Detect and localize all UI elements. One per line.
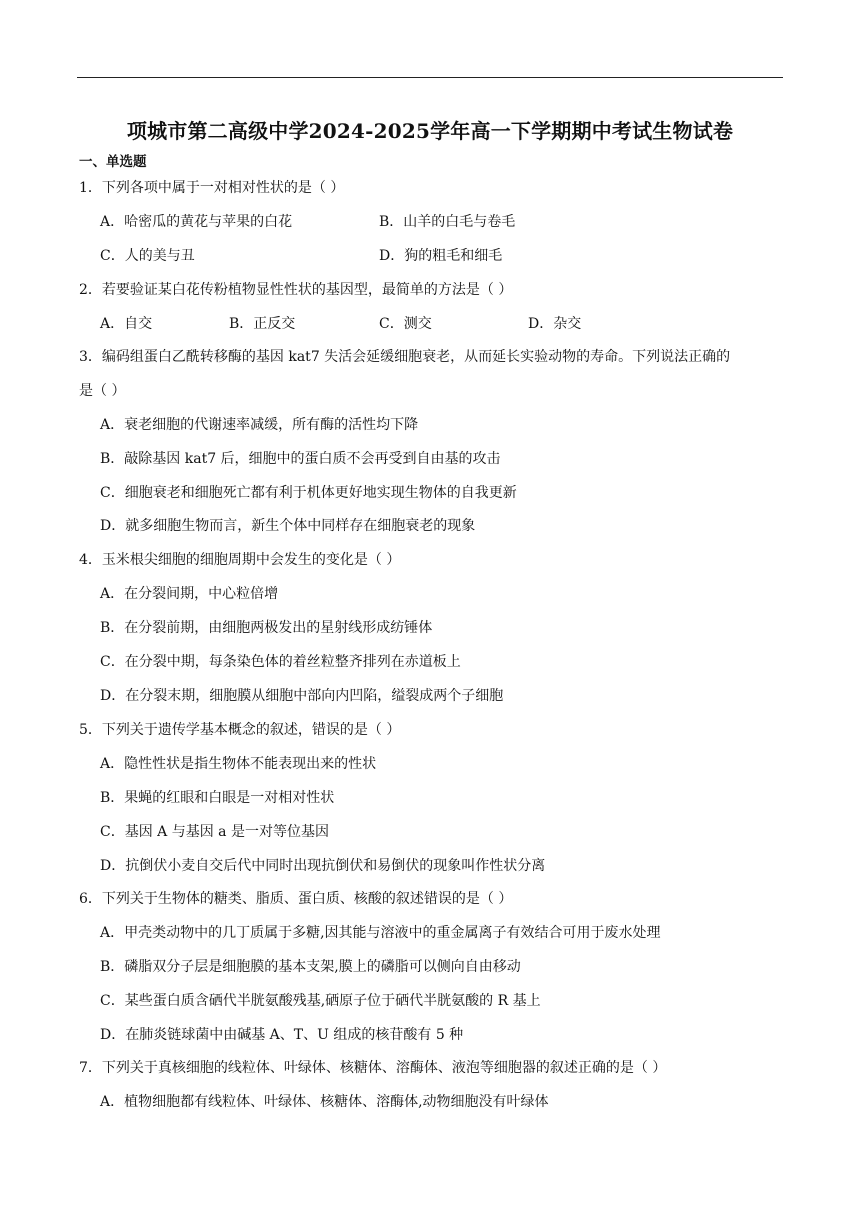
question-6-option-d: D．在肺炎链球菌中由碱基 A、T、U 组成的核苷酸有 5 种: [100, 1027, 464, 1043]
question-2-option-b: B．正反交: [229, 316, 296, 332]
question-6-option-c: C．某些蛋白质含硒代半胱氨酸残基,硒原子位于硒代半胱氨酸的 R 基上: [100, 993, 541, 1009]
section-heading: 一、单选题: [79, 154, 147, 170]
question-2-option-c: C．测交: [379, 316, 432, 332]
question-5-option-c: C．基因 A 与基因 a 是一对等位基因: [100, 824, 329, 840]
question-1-option-d: D．狗的粗毛和细毛: [379, 248, 503, 264]
question-5-option-a: A．隐性性状是指生物体不能表现出来的性状: [100, 756, 377, 772]
question-2-option-d: D．杂交: [528, 316, 582, 332]
question-5-stem: 5．下列关于遗传学基本概念的叙述，错误的是（ ）: [79, 722, 401, 738]
question-7-option-a: A．植物细胞都有线粒体、叶绿体、核糖体、溶酶体,动物细胞没有叶绿体: [100, 1094, 549, 1110]
question-4-option-c: C．在分裂中期，每条染色体的着丝粒整齐排列在赤道板上: [100, 654, 461, 670]
header-rule: [77, 77, 783, 78]
question-3-option-d: D．就多细胞生物而言，新生个体中同样存在细胞衰老的现象: [100, 518, 476, 534]
question-5-option-d: D．抗倒伏小麦自交后代中同时出现抗倒伏和易倒伏的现象叫作性状分离: [100, 858, 546, 874]
question-1-option-b: B．山羊的白毛与卷毛: [379, 214, 516, 230]
exam-title: 项城市第二高级中学2024-2025学年高一下学期期中考试生物试卷: [126, 119, 734, 143]
question-6-option-a: A．甲壳类动物中的几丁质属于多糖,因其能与溶液中的重金属离子有效结合可用于废水处理: [100, 925, 661, 941]
question-3-stem: 3．编码组蛋白乙酰转移酶的基因 kat7 失活会延缓细胞衰老，从而延长实验动物的寿命。下列说法正确的: [79, 349, 731, 365]
question-3-option-b: B．敲除基因 kat7 后，细胞中的蛋白质不会再受到自由基的攻击: [100, 451, 501, 467]
question-3-stem-continued: 是（ ）: [79, 383, 126, 399]
question-4-stem: 4．玉米根尖细胞的细胞周期中会发生的变化是（ ）: [79, 552, 401, 568]
question-1-stem: 1．下列各项中属于一对相对性状的是（ ）: [79, 180, 345, 196]
question-3-option-a: A．衰老细胞的代谢速率减缓，所有酶的活性均下降: [100, 417, 419, 433]
question-2-stem: 2．若要验证某白花传粉植物显性性状的基因型，最简单的方法是（ ）: [79, 282, 513, 298]
question-2-option-a: A．自交: [100, 316, 153, 332]
question-6-option-b: B．磷脂双分子层是细胞膜的基本支架,膜上的磷脂可以侧向自由移动: [100, 959, 521, 975]
question-4-option-a: A．在分裂间期，中心粒倍增: [100, 586, 279, 602]
question-1-option-c: C．人的美与丑: [100, 248, 195, 264]
question-1-option-a: A．哈密瓜的黄花与苹果的白花: [100, 214, 293, 230]
question-6-stem: 6．下列关于生物体的糖类、脂质、蛋白质、核酸的叙述错误的是（ ）: [79, 891, 513, 907]
question-3-option-c: C．细胞衰老和细胞死亡都有利于机体更好地实现生物体的自我更新: [100, 485, 517, 501]
question-4-option-d: D．在分裂末期，细胞膜从细胞中部向内凹陷，缢裂成两个子细胞: [100, 688, 504, 704]
question-5-option-b: B．果蝇的红眼和白眼是一对相对性状: [100, 790, 335, 806]
question-4-option-b: B．在分裂前期，由细胞两极发出的星射线形成纺锤体: [100, 620, 433, 636]
question-7-stem: 7．下列关于真核细胞的线粒体、叶绿体、核糖体、溶酶体、液泡等细胞器的叙述正确的是（ ）: [79, 1060, 667, 1076]
